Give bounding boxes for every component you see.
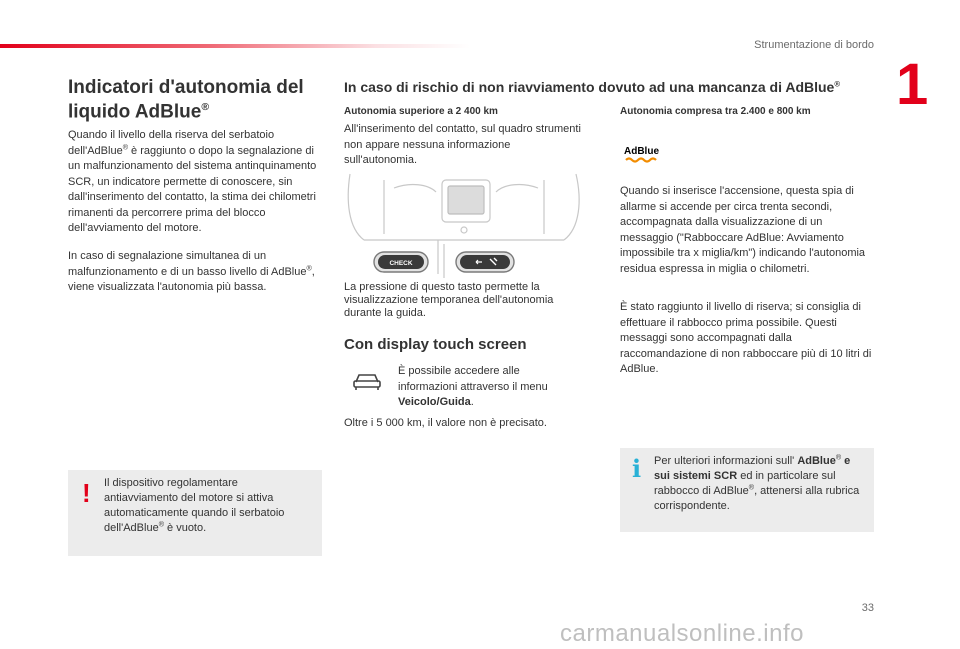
section-title: Strumentazione di bordo bbox=[754, 39, 874, 51]
bold-text: e sui sistemi SCR bbox=[654, 455, 851, 482]
registered-mark: ® bbox=[834, 79, 841, 89]
left-paragraph-2 bbox=[68, 249, 326, 296]
text-span: è raggiunto o dopo la segnalazione di un malfunzionamento del sistema antinquinamento SCR, un indicatore permette di conoscere, sin dall'inserimento del contatto, la stima dei chilometri rimanenti da percorrere prima del blocco dell'avviamento del motore. bbox=[68, 144, 317, 234]
adblue-icon-label: AdBlue bbox=[624, 146, 659, 157]
middle-paragraph-1: All'inserimento del contatto, sul quadro strumenti non appare nessuna informazione sull'autonomia. bbox=[344, 123, 581, 166]
page-number: 33 bbox=[861, 602, 874, 614]
registered-mark: ® bbox=[835, 453, 842, 462]
subheading-above-2400: Autonomia superiore a 2 400 km bbox=[344, 106, 498, 117]
adblue-warning-icon bbox=[624, 142, 668, 166]
info-box bbox=[620, 448, 874, 532]
page-title-line1: Indicatori d'autonomia del bbox=[68, 77, 304, 98]
registered-mark: ® bbox=[306, 263, 312, 272]
steering-wheel-outline bbox=[438, 240, 444, 278]
check-button[interactable] bbox=[374, 252, 428, 272]
text-span: . bbox=[470, 396, 474, 408]
registered-mark: ® bbox=[748, 483, 755, 492]
check-button-label: CHECK bbox=[389, 260, 413, 267]
instrument-cluster-illustration bbox=[344, 170, 588, 278]
warning-icon: ! bbox=[82, 478, 91, 508]
text-span: È possibile accedere alle informazioni attraverso il menu bbox=[398, 365, 548, 393]
menu-name: Veicolo/Guida bbox=[398, 396, 471, 408]
text-span: , attenersi alla rubrica corrispondente. bbox=[654, 485, 860, 512]
section-heading-text: In caso di rischio di non riavviamento dovuto ad una mancanza di AdBlue bbox=[344, 79, 835, 95]
cluster-outline bbox=[348, 174, 579, 240]
page-title bbox=[68, 78, 330, 122]
subheading-2400-800: Autonomia compresa tra 2.400 e 800 km bbox=[620, 106, 811, 117]
page-title-line2: liquido AdBlue bbox=[68, 101, 202, 123]
header-accent-bar bbox=[0, 44, 470, 48]
watermark: carmanualsonline.info bbox=[560, 620, 804, 647]
text-span: In caso di segnalazione simultanea di un malfunzionamento e di un basso livello di AdBlue bbox=[68, 250, 307, 278]
warning-box bbox=[68, 470, 322, 556]
middle-paragraph-2: La pressione di questo tasto permette la visualizzazione temporanea dell'autonomia durante la guida. bbox=[344, 281, 554, 319]
bold-text: AdBlue bbox=[797, 455, 836, 467]
text-span: , viene visualizzata l'autonomia più bassa. bbox=[68, 265, 315, 293]
right-paragraph-1: Quando si inserisce l'accensione, questa spia di allarme si accende per circa trenta secondi, accompagnata dalla visualizzazione di un messaggio ("Rabboccare AdBlue: Avviamento impossibile tra x miglia/km") indicando l'autonomia residua espressa in miglia o chilometri. bbox=[620, 185, 866, 275]
middle-paragraph-3: Oltre i 5 000 km, il valore non è precisato. bbox=[344, 417, 547, 429]
car-icon bbox=[352, 368, 382, 392]
registered-mark: ® bbox=[122, 142, 128, 151]
touch-screen-text bbox=[398, 364, 582, 411]
registered-mark: ® bbox=[158, 520, 164, 529]
text-span: Il dispositivo regolamentare antiavviamento del motore si attiva automaticamente quando il serbatoio dell'AdBlue bbox=[104, 477, 285, 534]
touch-screen-heading: Con display touch screen bbox=[344, 336, 527, 353]
right-paragraph-2: È stato raggiunto il livello di riserva; si consiglia di effettuare il rabbocco prima possibile. Questi messaggi sono accompagnati dalla raccomandazione di non rabboccare più di 10 litri di AdBlue. bbox=[620, 301, 872, 375]
reset-wrench-button[interactable] bbox=[456, 252, 514, 272]
left-paragraph-1 bbox=[68, 128, 326, 237]
registered-mark: ® bbox=[201, 102, 210, 113]
warning-text bbox=[104, 476, 310, 536]
chapter-number: 1 bbox=[896, 52, 929, 117]
text-span: è vuoto. bbox=[163, 522, 207, 534]
info-icon: i bbox=[632, 454, 642, 483]
text-span: Per ulteriori informazioni sull' bbox=[654, 455, 798, 467]
info-text bbox=[654, 454, 868, 514]
text-span: Quando il livello della riserva del serbatoio dell'AdBlue bbox=[68, 129, 275, 157]
text-span: ed in particolare sul rabbocco di AdBlue bbox=[654, 470, 836, 497]
section-heading bbox=[344, 79, 884, 95]
